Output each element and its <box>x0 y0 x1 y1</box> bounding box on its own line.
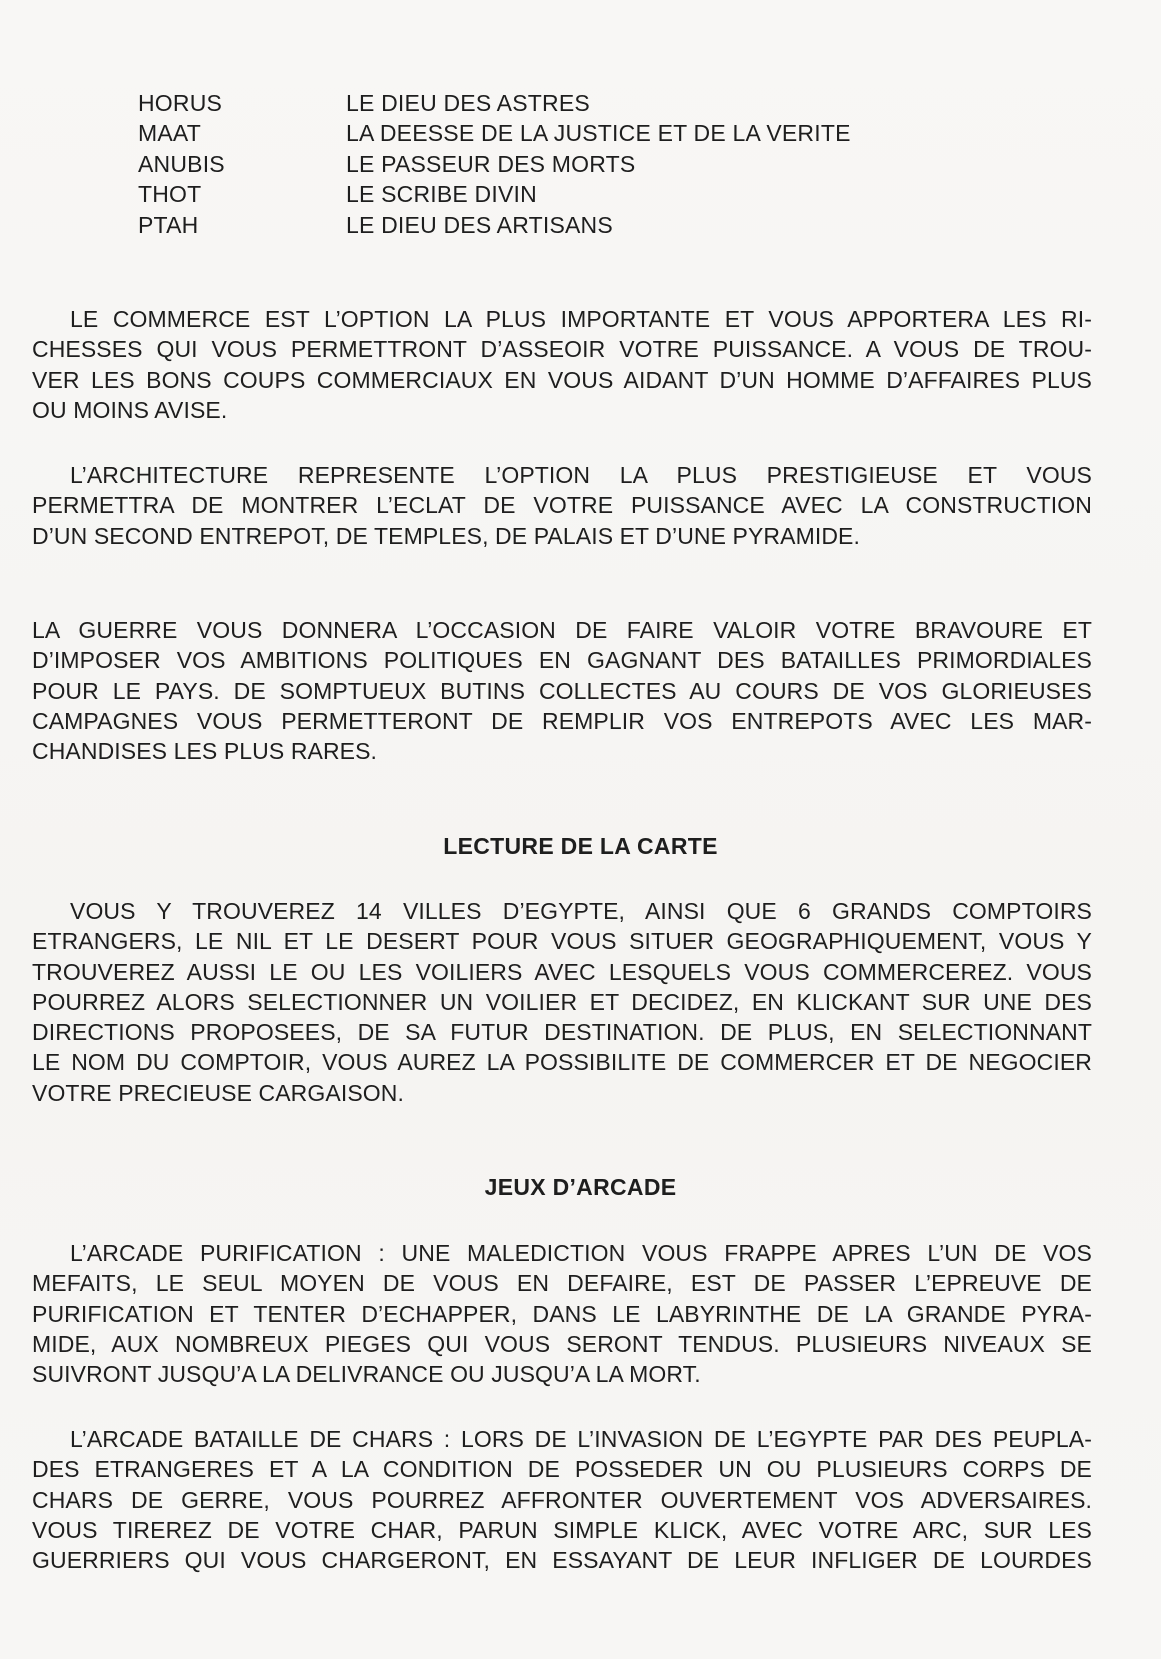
paragraph-line: POURREZ ALORS SELECTIONNER UN VOILIER ET DECIDEZ, EN KLICKANT SUR UNE DES <box>32 988 1092 1015</box>
paragraph-line: D’IMPOSER VOS AMBITIONS POLITIQUES EN GAGNANT DES BATAILLES PRIMORDIALES <box>32 647 1092 674</box>
paragraph-line: SUIVRONT JUSQU’A LA DELIVRANCE OU JUSQU’A LA MORT. <box>32 1361 701 1388</box>
paragraph-line: PERMETTRA DE MONTRER L’ECLAT DE VOTRE PUISSANCE AVEC LA CONSTRUCTION <box>32 492 1092 519</box>
paragraph-line: OU MOINS AVISE. <box>32 396 228 423</box>
god-name: ANUBIS <box>138 150 225 177</box>
paragraph-line: DES ETRANGERES ET A LA CONDITION DE POSSEDER UN OU PLUSIEURS CORPS DE <box>32 1456 1092 1483</box>
god-name: MAAT <box>138 120 201 147</box>
paragraph-line: TROUVEREZ AUSSI LE OU LES VOILIERS AVEC LESQUELS VOUS COMMERCEREZ. VOUS <box>32 958 1092 985</box>
commerce-paragraph <box>32 304 1092 425</box>
god-name: HORUS <box>138 89 223 116</box>
paragraph-line: POUR LE PAYS. DE SOMPTUEUX BUTINS COLLECTES AU COURS DE VOS GLORIEUSES <box>32 677 1092 704</box>
paragraph-line: L’ARCADE BATAILLE DE CHARS : LORS DE L’INVASION DE L’EGYPTE PAR DES PEUPLA- <box>70 1426 1092 1452</box>
paragraph-line: LE NOM DU COMPTOIR, VOUS AUREZ LA POSSIBILITE DE COMMERCER ET DE NEGOCIER <box>32 1049 1092 1076</box>
god-description: LE DIEU DES ASTRES <box>346 89 590 116</box>
god-row <box>138 119 1038 150</box>
god-row <box>138 180 1038 211</box>
paragraph-line: LE COMMERCE EST L’OPTION LA PLUS IMPORTANTE ET VOUS APPORTERA LES RI- <box>70 306 1092 332</box>
paragraph-line: LA GUERRE VOUS DONNERA L’OCCASION DE FAIRE VALOIR VOTRE BRAVOURE ET <box>32 617 1092 643</box>
paragraph-line: L’ARCADE PURIFICATION : UNE MALEDICTION VOUS FRAPPE APRES L’UN DE VOS <box>70 1240 1092 1266</box>
gods-list <box>138 88 1038 241</box>
god-description: LE DIEU DES ARTISANS <box>346 211 613 238</box>
paragraph-line: MEFAITS, LE SEUL MOYEN DE VOUS EN DEFAIRE, EST DE PASSER L’EPREUVE DE <box>32 1270 1092 1297</box>
paragraph-line: VOUS TIREREZ DE VOTRE CHAR, PARUN SIMPLE KLICK, AVEC VOTRE ARC, SUR LES <box>32 1516 1092 1543</box>
paragraph-line: VOTRE PRECIEUSE CARGAISON. <box>32 1079 404 1106</box>
paragraph-line: VER LES BONS COUPS COMMERCIAUX EN VOUS AIDANT D’UN HOMME D’AFFAIRES PLUS <box>32 366 1092 393</box>
purification-paragraph <box>32 1238 1092 1389</box>
paragraph-line: D’UN SECOND ENTREPOT, DE TEMPLES, DE PALAIS ET D’UNE PYRAMIDE. <box>32 522 860 549</box>
paragraph-line: VOUS Y TROUVEREZ 14 VILLES D’EGYPTE, AINSI QUE 6 GRANDS COMPTOIRS <box>70 898 1092 924</box>
paragraph-line: MIDE, AUX NOMBREUX PIEGES QUI VOUS SERONT TENDUS. PLUSIEURS NIVEAUX SE <box>32 1330 1092 1357</box>
paragraph-line: DIRECTIONS PROPOSEES, DE SA FUTUR DESTINATION. DE PLUS, EN SELECTIONNANT <box>32 1019 1092 1046</box>
god-name: THOT <box>138 181 202 208</box>
section-heading-arcade: JEUX D’ARCADE <box>484 1174 677 1200</box>
god-description: LE SCRIBE DIVIN <box>346 181 537 208</box>
paragraph-line: CAMPAGNES VOUS PERMETTERONT DE REMPLIR VOS ENTREPOTS AVEC LES MAR- <box>32 707 1092 734</box>
chars-paragraph <box>32 1424 1092 1575</box>
paragraph-line: CHESSES QUI VOUS PERMETTRONT D’ASSEOIR VOTRE PUISSANCE. A VOUS DE TROU- <box>32 336 1092 363</box>
god-name: PTAH <box>138 211 199 238</box>
god-row <box>138 210 1038 241</box>
god-row <box>138 88 1038 119</box>
paragraph-line: CHARS DE GERRE, VOUS POURREZ AFFRONTER OUVERTEMENT VOS ADVERSAIRES. <box>32 1486 1092 1513</box>
paragraph-line: CHANDISES LES PLUS RARES. <box>32 738 378 765</box>
god-description: LA DEESSE DE LA JUSTICE ET DE LA VERITE <box>346 120 851 147</box>
paragraph-line: PURIFICATION ET TENTER D’ECHAPPER, DANS LE LABYRINTHE DE LA GRANDE PYRA- <box>32 1300 1092 1327</box>
god-row <box>138 149 1038 180</box>
god-description: LE PASSEUR DES MORTS <box>346 150 636 177</box>
paragraph-line: ETRANGERS, LE NIL ET LE DESERT POUR VOUS SITUER GEOGRAPHIQUEMENT, VOUS Y <box>32 928 1092 955</box>
carte-paragraph <box>32 896 1092 1108</box>
architecture-paragraph <box>32 460 1092 551</box>
guerre-paragraph <box>32 615 1092 766</box>
section-heading-carte: LECTURE DE LA CARTE <box>443 833 718 859</box>
paragraph-line: GUERRIERS QUI VOUS CHARGERONT, EN ESSAYANT DE LEUR INFLIGER DE LOURDES <box>32 1547 1092 1574</box>
paragraph-line: L’ARCHITECTURE REPRESENTE L’OPTION LA PLUS PRESTIGIEUSE ET VOUS <box>70 462 1092 488</box>
